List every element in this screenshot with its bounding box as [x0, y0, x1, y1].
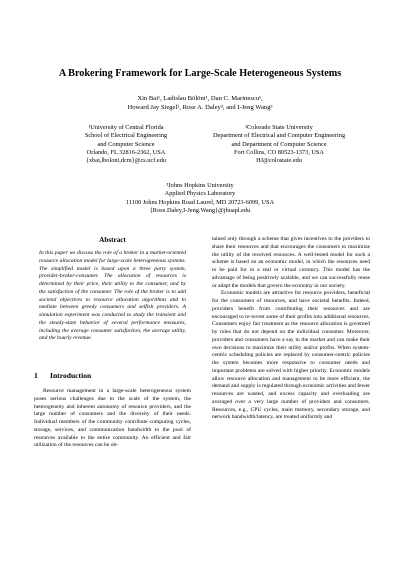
section-number: 1 — [34, 371, 38, 380]
author-line: Xin Bai¹, Ladislau Bölöni¹, Dan C. Marinescu¹, — [137, 95, 263, 102]
affiliation-email: HJ@colostate.edu — [256, 157, 302, 165]
affiliation-email: {Rose.Daley,I-Jeng.Wang}@jhuapl.edu — [149, 206, 251, 214]
affiliation-line: and Computer Science — [97, 140, 155, 148]
paragraph: Economic models are attractive for resource providers, beneficial for the consumers of resources, and have societal benefits. Indeed, providers benefit from contributing their resources and are encouraged to re-invest some of their profits into additional resources. Consumers enjoy fair treatment as the resource allocation is governed by rules that do not depend on the individual consumer. Moreover, providers and consumers have a say in the market and can make their own decisions to maximize their utility and/or profits. When system-centric scheduling policies are replaced by consumer-centric policies the system becomes more responsive to consumer needs and important problems are solved with higher priority. Economic models allow resource allocation and management to be more efficient, the demand and supply is regulated through economic activities and fewer resources are wasted, and excess capacity and overloading are averaged over a very large number of providers and consumers. Resources, e.g., CPU cycles, main memory, secondary storage, and network bandwidth/latency, are treated uniformly and — [212, 290, 370, 421]
abstract-text: In this paper we discuss the role of a broker in a market-oriented resource allocation model for large-scale heterogeneous systems. The simplified model is based upon a three party system, provider-broker-consumer. The allocation of resources is determined by their price, their utility to the consumer, and by the satisfaction of the consumer. The role of the broker is to add societal objectives to resource allocation algorithms and to mediate between greedy consumers and selfish providers. A simulation experiment was conducted to study the transient and the steady-state behavior of several performance measures, including the average consumer satisfaction, the average utility, and the hourly revenue. — [39, 250, 186, 342]
paragraph: tained only through a scheme that gives incentives to the providers to share their resources and that encourages the consumers to maximize the utility of the received resources. A well-tested model for such a scheme is based on an economic model, in which the resources need to be paid for in a real or virtual currency. This model has the advantage of being positively scalable, and we can successfully reuse or adapt the models that govern the economy in our society. — [212, 236, 370, 289]
affiliation-line: ²Colorado State University — [245, 124, 313, 131]
affiliation-line: Department of Electrical and Computer Engineering — [212, 132, 345, 140]
affiliation-line: School of Electrical Engineering — [84, 132, 168, 140]
left-column — [34, 236, 191, 450]
section-heading — [34, 371, 191, 380]
right-column — [212, 236, 370, 422]
affiliation-line: and Department of Computer Science — [231, 140, 327, 148]
affiliation-email: {xbai,lboloni,dcm}@cs.ucf.edu — [85, 157, 167, 165]
affiliation-jhu — [100, 182, 300, 215]
affiliation-csu — [196, 124, 362, 165]
affiliation-line: Orlando, FL 32816-2362, USA — [86, 148, 166, 156]
affiliation-line: 11100 Johns Hopkins Road Laurel, MD 20723-6099, USA — [125, 198, 275, 206]
author-list — [40, 95, 360, 112]
body-text — [212, 236, 370, 422]
section-title: Introduction — [50, 371, 92, 380]
abstract-heading: Abstract — [99, 236, 126, 244]
affiliation-ucf — [60, 124, 192, 165]
affiliation-line: Applied Physics Laboratory — [164, 190, 236, 198]
body-text — [34, 388, 191, 450]
paper-title: A Brokering Framework for Large-Scale Heterogeneous Systems — [58, 68, 342, 79]
author-line: Howard Jay Siegel², Rose A. Daley³, and I-Jeng Wang³ — [127, 103, 273, 111]
affiliation-line: ³Johns Hopkins University — [166, 182, 234, 189]
affiliation-line: Fort Collins, CO 80523-1373, USA — [234, 148, 324, 156]
paragraph: Resource management in a large-scale heterogeneous system poses serious challenges due to the scale of the system, the heterogeneity and inherent autonomy of resource providers, and the large number of consumers and the diversity of their needs. Individual members of the community contribute computing cycles, storage, services, and communication bandwidth to the pool of resources available to the entire community. An efficient and fair utilization of the resources can be ob- — [34, 388, 191, 449]
affiliation-line: ¹University of Central Florida — [88, 124, 164, 131]
